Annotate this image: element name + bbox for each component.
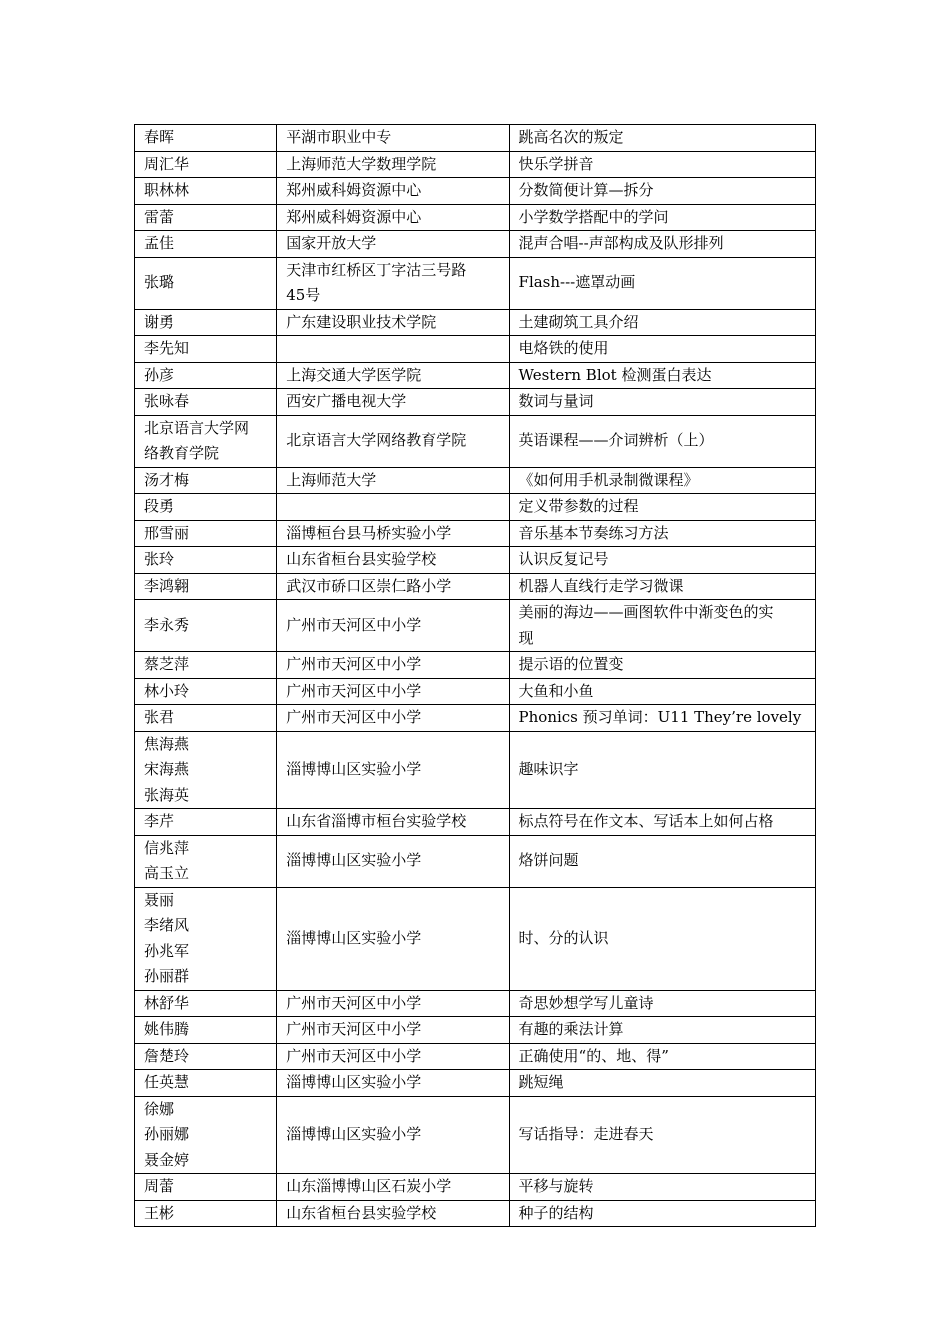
author-cell: 雷蕾 (135, 204, 277, 231)
table-row (135, 678, 816, 705)
institution-cell: 北京语言大学网络教育学院 (277, 415, 509, 467)
author-cell: 焦海燕 宋海燕 张海英 (135, 731, 277, 809)
author-cell: 聂丽 李绪风 孙兆军 孙丽群 (135, 887, 277, 990)
course-title-cell: 美丽的海边——画图软件中渐变色的实 现 (509, 600, 815, 652)
course-title-cell: 大鱼和小鱼 (509, 678, 815, 705)
course-title-cell: 烙饼问题 (509, 835, 815, 887)
institution-cell: 郑州威科姆资源中心 (277, 204, 509, 231)
institution-cell: 郑州威科姆资源中心 (277, 178, 509, 205)
institution-cell: 山东淄博博山区石炭小学 (277, 1174, 509, 1201)
table-row (135, 494, 816, 521)
table-row (135, 705, 816, 732)
course-title-cell: 音乐基本节奏练习方法 (509, 520, 815, 547)
course-title-cell: 时、分的认识 (509, 887, 815, 990)
institution-cell: 武汉市硚口区崇仁路小学 (277, 573, 509, 600)
author-cell: 姚伟腾 (135, 1017, 277, 1044)
table-row (135, 1096, 816, 1174)
author-cell: 信兆萍 高玉立 (135, 835, 277, 887)
table-row (135, 178, 816, 205)
institution-cell: 上海师范大学数理学院 (277, 151, 509, 178)
course-title-cell: 定义带参数的过程 (509, 494, 815, 521)
institution-cell: 广州市天河区中小学 (277, 705, 509, 732)
course-title-cell: 英语课程——介词辨析（上） (509, 415, 815, 467)
institution-cell (277, 494, 509, 521)
table-row (135, 887, 816, 990)
course-title-cell: Flash---遮罩动画 (509, 257, 815, 309)
course-title-cell: 认识反复记号 (509, 547, 815, 574)
institution-cell: 上海交通大学医学院 (277, 362, 509, 389)
table-row (135, 125, 816, 152)
author-cell: 林小玲 (135, 678, 277, 705)
table-row (135, 415, 816, 467)
table-row (135, 1070, 816, 1097)
author-cell: 职林林 (135, 178, 277, 205)
course-title-cell: 快乐学拼音 (509, 151, 815, 178)
course-title-cell: 标点符号在作文本、写话本上如何占格 (509, 809, 815, 836)
author-cell: 北京语言大学网 络教育学院 (135, 415, 277, 467)
table-row (135, 1043, 816, 1070)
author-cell: 周蕾 (135, 1174, 277, 1201)
table-row (135, 1200, 816, 1227)
course-title-cell: 提示语的位置变 (509, 652, 815, 679)
table-row (135, 257, 816, 309)
institution-cell: 广州市天河区中小学 (277, 652, 509, 679)
institution-cell: 平湖市职业中专 (277, 125, 509, 152)
course-title-cell: 电烙铁的使用 (509, 336, 815, 363)
institution-cell: 广东建设职业技术学院 (277, 309, 509, 336)
institution-cell (277, 336, 509, 363)
institution-cell: 淄博博山区实验小学 (277, 1070, 509, 1097)
table-row (135, 731, 816, 809)
author-cell: 李鸿翱 (135, 573, 277, 600)
author-cell: 王彬 (135, 1200, 277, 1227)
institution-cell: 广州市天河区中小学 (277, 678, 509, 705)
course-title-cell: 平移与旋转 (509, 1174, 815, 1201)
course-title-cell: 正确使用“的、地、得” (509, 1043, 815, 1070)
course-title-cell: 《如何用手机录制微课程》 (509, 467, 815, 494)
author-cell: 张咏春 (135, 389, 277, 416)
institution-cell: 山东省淄博市桓台实验学校 (277, 809, 509, 836)
author-cell: 任英慧 (135, 1070, 277, 1097)
institution-cell: 淄博博山区实验小学 (277, 1096, 509, 1174)
institution-cell: 淄博博山区实验小学 (277, 731, 509, 809)
course-title-cell: 趣味识字 (509, 731, 815, 809)
institution-cell: 淄博博山区实验小学 (277, 887, 509, 990)
author-cell: 林舒华 (135, 990, 277, 1017)
course-title-cell: 小学数学搭配中的学问 (509, 204, 815, 231)
table-row (135, 151, 816, 178)
table-row (135, 231, 816, 258)
table-row (135, 573, 816, 600)
author-cell: 孟佳 (135, 231, 277, 258)
course-title-cell: 数词与量词 (509, 389, 815, 416)
table-row (135, 1017, 816, 1044)
table-row (135, 336, 816, 363)
institution-cell: 广州市天河区中小学 (277, 1043, 509, 1070)
course-title-cell: 跳高名次的叛定 (509, 125, 815, 152)
course-title-cell: 奇思妙想学写儿童诗 (509, 990, 815, 1017)
course-title-cell: 分数简便计算—拆分 (509, 178, 815, 205)
table-row (135, 204, 816, 231)
author-cell: 张君 (135, 705, 277, 732)
institution-cell: 西安广播电视大学 (277, 389, 509, 416)
author-cell: 邢雪丽 (135, 520, 277, 547)
table-row (135, 652, 816, 679)
author-cell: 孙彦 (135, 362, 277, 389)
table-row (135, 1174, 816, 1201)
course-title-cell: 机器人直线行走学习微课 (509, 573, 815, 600)
table-row (135, 467, 816, 494)
document-table (134, 124, 816, 1227)
course-title-cell: Western Blot 检测蛋白表达 (509, 362, 815, 389)
table-row (135, 547, 816, 574)
author-cell: 周汇华 (135, 151, 277, 178)
institution-cell: 广州市天河区中小学 (277, 1017, 509, 1044)
institution-cell: 广州市天河区中小学 (277, 600, 509, 652)
institution-cell: 山东省桓台县实验学校 (277, 547, 509, 574)
course-title-cell: 混声合唱--声部构成及队形排列 (509, 231, 815, 258)
table-row (135, 835, 816, 887)
course-title-cell: 土建砌筑工具介绍 (509, 309, 815, 336)
institution-cell: 国家开放大学 (277, 231, 509, 258)
author-cell: 张璐 (135, 257, 277, 309)
table-row (135, 309, 816, 336)
table-row (135, 809, 816, 836)
table-row (135, 990, 816, 1017)
course-title-cell: 跳短绳 (509, 1070, 815, 1097)
author-cell: 詹楚玲 (135, 1043, 277, 1070)
table-row (135, 389, 816, 416)
institution-cell: 天津市红桥区丁字沽三号路 45号 (277, 257, 509, 309)
institution-cell: 山东省桓台县实验学校 (277, 1200, 509, 1227)
institution-cell: 淄博桓台县马桥实验小学 (277, 520, 509, 547)
author-cell: 徐娜 孙丽娜 聂金婷 (135, 1096, 277, 1174)
institution-cell: 上海师范大学 (277, 467, 509, 494)
course-title-cell: Phonics 预习单词：U11 They’re lovely (509, 705, 815, 732)
table-body (135, 125, 816, 1227)
author-cell: 春晖 (135, 125, 277, 152)
author-cell: 汤才梅 (135, 467, 277, 494)
institution-cell: 广州市天河区中小学 (277, 990, 509, 1017)
course-title-cell: 有趣的乘法计算 (509, 1017, 815, 1044)
author-cell: 李永秀 (135, 600, 277, 652)
author-cell: 蔡芝萍 (135, 652, 277, 679)
course-title-cell: 写话指导：走进春天 (509, 1096, 815, 1174)
author-cell: 段勇 (135, 494, 277, 521)
table-row (135, 362, 816, 389)
table-row (135, 600, 816, 652)
author-cell: 张玲 (135, 547, 277, 574)
author-cell: 李芹 (135, 809, 277, 836)
institution-cell: 淄博博山区实验小学 (277, 835, 509, 887)
course-title-cell: 种子的结构 (509, 1200, 815, 1227)
table-row (135, 520, 816, 547)
author-cell: 李先知 (135, 336, 277, 363)
author-cell: 谢勇 (135, 309, 277, 336)
